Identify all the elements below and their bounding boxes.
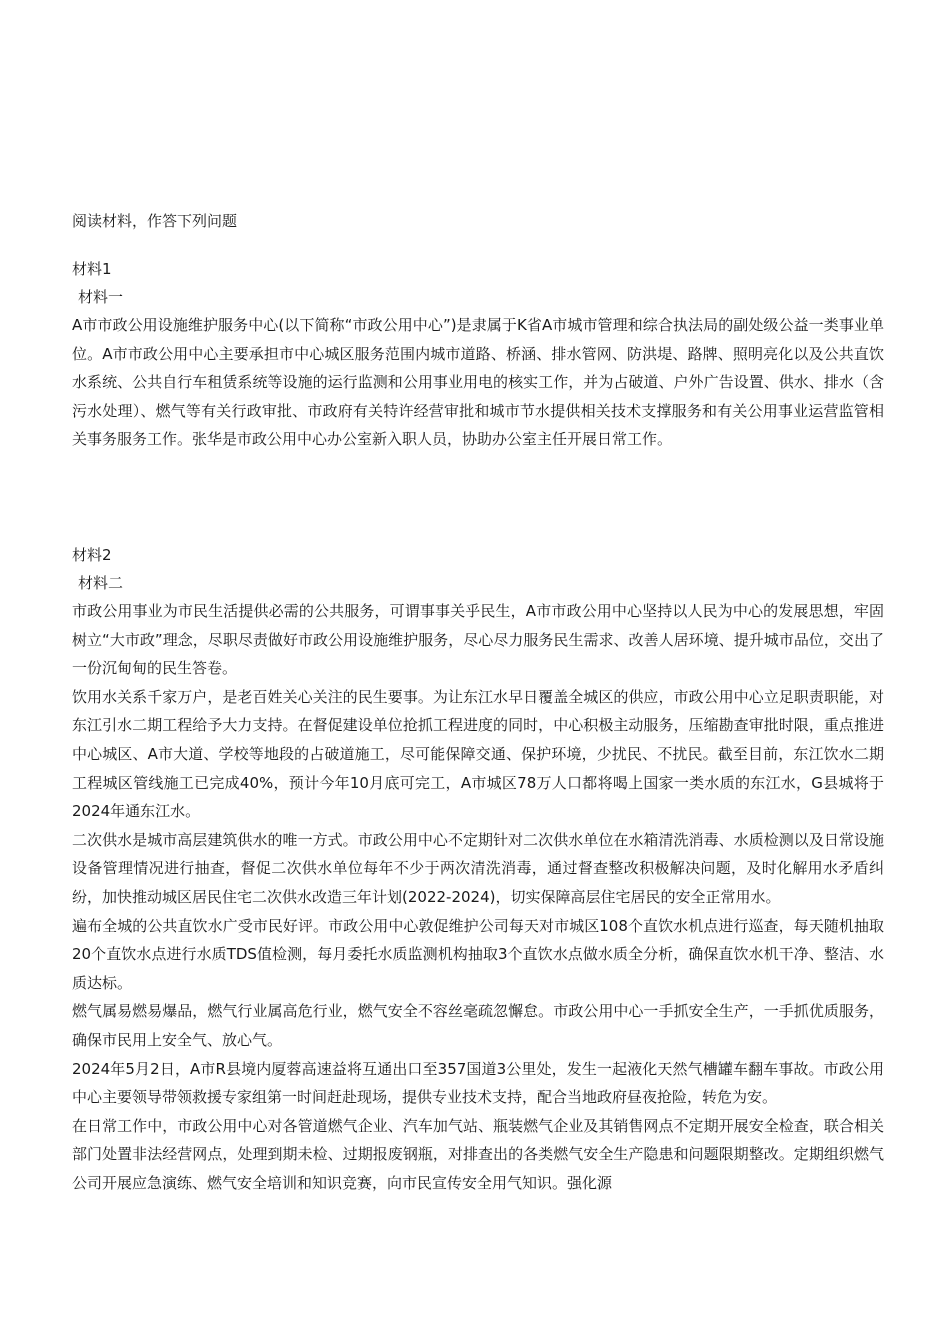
material2-paragraph: 饮用水关系千家万户，是老百姓关心关注的民生要事。为让东江水早日覆盖全城区的供应，市政公用中心立足职责职能，对东江引水二期工程给予大力支持。在督促建设单位抢抓工程进度的同时，中心积极主动服务，压缩勘查审批时限，重点推进中心城区、A市大道、学校等地段的占破道施工，尽可能保障交通、保护环境，少扰民、不扰民。截至目前，东江饮水二期工程城区管线施工已完成40%，预计今年10月底可完工，A市城区78万人口都将喝上国家一类水质的东江水，G县城将于2024年通东江水。 <box>72 687 884 821</box>
material1-sublabel: 材料一 <box>78 288 124 306</box>
material2-sublabel: 材料二 <box>78 574 124 592</box>
material2-paragraph: 燃气属易燃易爆品，燃气行业属高危行业，燃气安全不容丝毫疏忽懈怠。市政公用中心一手抓安全生产，一手抓优质服务，确保市民用上安全气、放心气。 <box>72 1002 884 1049</box>
material1-label: 材料1 <box>72 260 112 278</box>
material2-label: 材料2 <box>72 546 112 564</box>
material2-paragraph: 遍布全城的公共直饮水广受市民好评。市政公用中心敦促维护公司每天对市城区108个直饮水机点进行巡查，每天随机抽取20个直饮水点进行水质TDS值检测，每月委托水质监测机构抽取3个直饮水点做水质全分析，确保直饮水机干净、整洁、水质达标。 <box>72 916 884 992</box>
material2-body <box>72 597 884 1197</box>
material2-paragraph: 市政公用事业为市民生活提供必需的公共服务，可谓事事关乎民生，A市市政公用中心坚持以人民为中心的发展思想，牢固树立“大市政”理念，尽职尽责做好市政公用设施维护服务，尽心尽力服务民生需求、改善人居环境、提升城市品位，交出了一份沉甸甸的民生答卷。 <box>72 602 884 678</box>
material2-paragraph: 2024年5月2日，A市R县境内厦蓉高速益将互通出口至357国道3公里处，发生一起液化天然气槽罐车翻车事故。市政公用中心主要领导带领救援专家组第一时间赶赴现场，提供专业技术支持，配合当地政府昼夜抢险，转危为安。 <box>72 1059 884 1107</box>
material1-paragraph: A市市政公用设施维护服务中心(以下简称“市政公用中心”)是隶属于K省A市城市管理和综合执法局的副处级公益一类事业单位。A市市政公用中心主要承担市中心城区服务范围内城市道路、桥涵、排水管网、防洪堤、路牌、照明亮化以及公共直饮水系统、公共自行车租赁系统等设施的运行监测和公用事业用电的核实工作，并为占破道、户外广告设置、供水、排水（含污水处理）、燃气等有关行政审批、市政府有关特许经营审批和城市节水提供相关技术支撑服务和有关公用事业运营监管相关事务服务工作。张华是市政公用中心办公室新入职人员，协助办公室主任开展日常工作。 <box>72 316 884 449</box>
instruction-text: 阅读材料，作答下列问题 <box>72 212 238 230</box>
material2-paragraph: 在日常工作中，市政公用中心对各管道燃气企业、汽车加气站、瓶装燃气企业及其销售网点不定期开展安全检查，联合相关部门处置非法经营网点，处理到期未检、过期报废钢瓶，对排查出的各类燃气安全生产隐患和问题限期整改。定期组织燃气公司开展应急演练、燃气安全培训和知识竞赛，向市民宣传安全用气知识。强化源 <box>72 1116 884 1192</box>
material2-paragraph: 二次供水是城市高层建筑供水的唯一方式。市政公用中心不定期针对二次供水单位在水箱清洗消毒、水质检测以及日常设施设备管理情况进行抽查，督促二次供水单位每年不少于两次清洗消毒，通过督查整改积极解决问题，及时化解用水矛盾纠纷，加快推动城区居民住宅二次供水改造三年计划(2022-2024)，切实保障高层住宅居民的安全正常用水。 <box>72 830 884 906</box>
material1-body <box>72 311 884 454</box>
